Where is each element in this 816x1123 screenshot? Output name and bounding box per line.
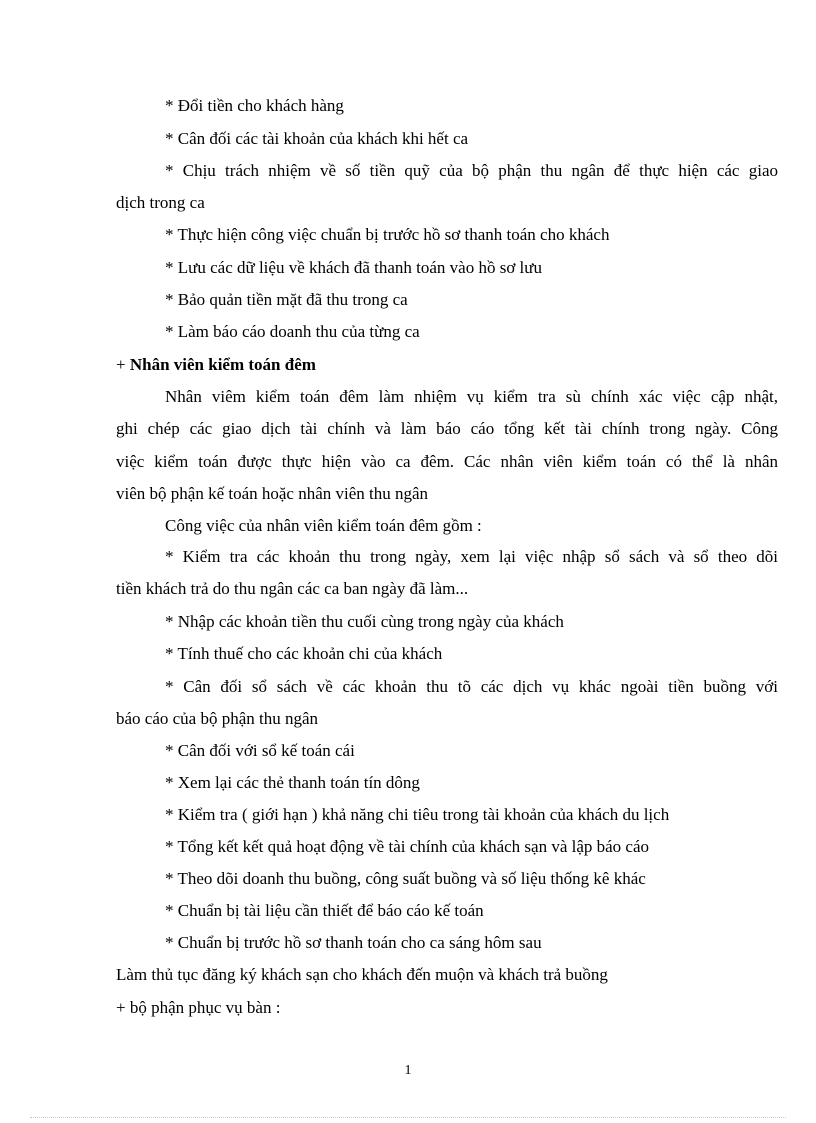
paragraph-line: * Xem lại các thẻ thanh toán tín dông xyxy=(165,773,420,792)
paragraph-line: Công việc của nhân viên kiểm toán đêm gồm : xyxy=(165,516,482,535)
paragraph-line: * Thực hiện công việc chuẩn bị trước hồ sơ thanh toán cho khách xyxy=(165,225,610,244)
paragraph-line: * Chịu trách nhiệm về số tiền quỹ của bộ phận thu ngân để thực hiện các giao xyxy=(165,161,778,180)
paragraph-line: Nhân viêm kiểm toán đêm làm nhiệm vụ kiểm tra sù chính xác việc cập nhật, xyxy=(165,387,778,406)
heading-prefix: + xyxy=(116,355,130,374)
paragraph-line: * Đổi tiền cho khách hàng xyxy=(165,96,344,115)
page-bottom-divider xyxy=(30,1117,786,1118)
paragraph-line: tiền khách trả do thu ngân các ca ban ngày đã làm... xyxy=(116,579,469,598)
paragraph-line: * Cân đối với sổ kế toán cái xyxy=(165,741,355,760)
paragraph-line: * Làm báo cáo doanh thu của từng ca xyxy=(165,322,420,341)
paragraph-line: * Nhập các khoản tiền thu cuối cùng trong ngày của khách xyxy=(165,612,564,631)
heading-title: Nhân viên kiểm toán đêm xyxy=(129,355,316,374)
paragraph-line: Làm thủ tục đăng ký khách sạn cho khách đến muộn và khách trả buồng xyxy=(116,965,608,984)
paragraph-line: * Kiểm tra các khoản thu trong ngày, xem lại việc nhập sổ sách và sổ theo dõi xyxy=(165,547,778,566)
page-number: 1 xyxy=(404,1063,412,1078)
paragraph-line: * Chuẩn bị trước hồ sơ thanh toán cho ca sáng hôm sau xyxy=(165,933,542,952)
paragraph-line: * Theo dõi doanh thu buồng, công suất buồng và số liệu thống kê khác xyxy=(165,869,646,888)
paragraph-line: * Tính thuế cho các khoản chi của khách xyxy=(165,644,443,663)
paragraph-line: * Kiểm tra ( giới hạn ) khả năng chi tiêu trong tài khoản của khách du lịch xyxy=(165,805,670,824)
section-heading xyxy=(116,354,778,376)
paragraph-line: viên bộ phận kế toán hoặc nhân viên thu ngân xyxy=(116,484,429,503)
paragraph-line: việc kiểm toán được thực hiện vào ca đêm. Các nhân viên kiểm toán có thể là nhân xyxy=(116,452,778,471)
paragraph-line: + bộ phận phục vụ bàn : xyxy=(116,998,281,1017)
paragraph-line: báo cáo của bộ phận thu ngân xyxy=(116,709,319,728)
paragraph-line: * Chuẩn bị tài liệu cần thiết để báo cáo kế toán xyxy=(165,901,484,920)
paragraph-line: * Lưu các dữ liệu về khách đã thanh toán vào hồ sơ lưu xyxy=(165,258,542,277)
paragraph-line: * Bảo quản tiền mặt đã thu trong ca xyxy=(165,290,408,309)
paragraph-line: * Cân đối sổ sách về các khoản thu tõ các dịch vụ khác ngoài tiền buồng với xyxy=(165,677,778,696)
paragraph-line: dịch trong ca xyxy=(116,193,205,212)
paragraph-line: ghi chép các giao dịch tài chính và làm báo cáo tổng kết tài chính trong ngày. Công xyxy=(116,419,778,438)
paragraph-line: * Tổng kết kết quả hoạt động về tài chính của khách sạn và lập báo cáo xyxy=(165,837,650,856)
paragraph-line: * Cân đối các tài khoản của khách khi hết ca xyxy=(165,129,469,148)
